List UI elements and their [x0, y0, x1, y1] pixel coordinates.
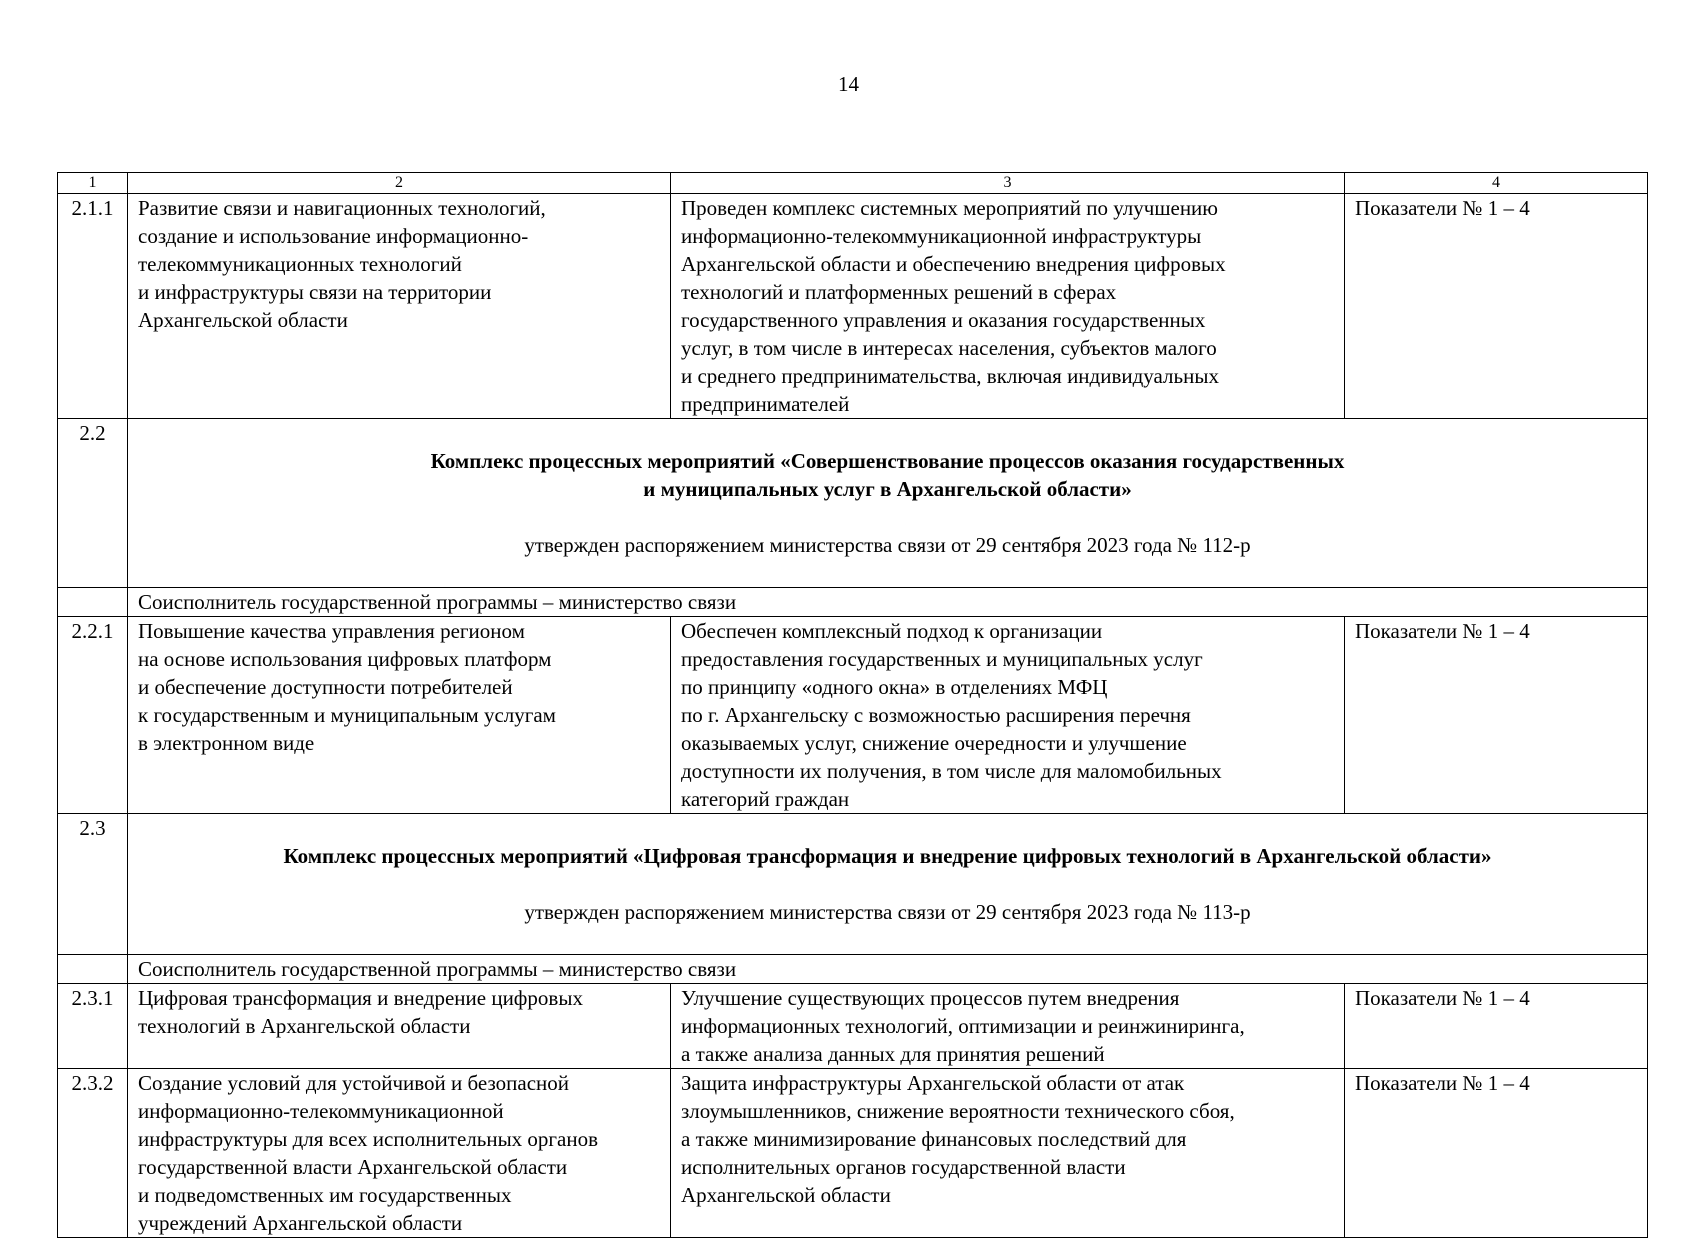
- section-title-cell: [128, 814, 1648, 955]
- table-row-2-1-1: [58, 194, 1648, 419]
- row-number: 2.1.1: [58, 194, 128, 419]
- empty-cell: [58, 588, 128, 617]
- row-number: 2.3.1: [58, 984, 128, 1069]
- section-approval: утвержден распоряжением министерства связи от 29 сентября 2023 года № 112-р: [524, 533, 1251, 557]
- row-number: 2.3.2: [58, 1069, 128, 1238]
- section-title-cell: [128, 419, 1648, 588]
- page-number: 14: [838, 72, 859, 96]
- task-cell: Цифровая трансформация и внедрение цифровых технологий в Архангельской области: [128, 984, 671, 1069]
- section-heading: Комплекс процессных мероприятий «Совершенствование процессов оказания государственных и муниципальных услуг в Архангельской области»: [430, 449, 1345, 501]
- coexecutor-row-2-2: [58, 588, 1648, 617]
- coexecutor-cell: Соисполнитель государственной программы – министерство связи: [128, 955, 1648, 984]
- result-cell: Обеспечен комплексный подход к организации предоставления государственных и муниципальных услуг по принципу «одного окна» в отделениях МФЦ по г. Архангельску с возможностью расширения перечня оказываемых услуг, снижение очередности и улучшение доступности их получения, в том числе для маломобильных категорий граждан: [671, 617, 1345, 814]
- row-number: 2.2.1: [58, 617, 128, 814]
- section-number: 2.2: [58, 419, 128, 588]
- result-cell: Улучшение существующих процессов путем внедрения информационных технологий, оптимизации и реинжиниринга, а также анализа данных для принятия решений: [671, 984, 1345, 1069]
- column-number-1: 1: [58, 173, 128, 194]
- table-row-2-2-1: [58, 617, 1648, 814]
- column-number-row: [58, 173, 1648, 194]
- section-approval: утвержден распоряжением министерства связи от 29 сентября 2023 года № 113-р: [524, 900, 1251, 924]
- section-row-2-3: [58, 814, 1648, 955]
- column-number-2: 2: [128, 173, 671, 194]
- indicators-cell: Показатели № 1 – 4: [1345, 194, 1648, 419]
- indicators-cell: Показатели № 1 – 4: [1345, 984, 1648, 1069]
- result-cell: Проведен комплекс системных мероприятий по улучшению информационно-телекоммуникационной инфраструктуры Архангельской области и обеспечению внедрения цифровых технологий и платформенных решений в сферах государственного управления и оказания государственных услуг, в том числе в интересах населения, субъектов малого и среднего предпринимательства, включая индивидуальных предпринимателей: [671, 194, 1345, 419]
- section-row-2-2: [58, 419, 1648, 588]
- table-row-2-3-1: [58, 984, 1648, 1069]
- task-cell: Создание условий для устойчивой и безопасной информационно-телекоммуникационной инфраструктуры для всех исполнительных органов государственной власти Архангельской области и подведомственных им государственных учреждений Архангельской области: [128, 1069, 671, 1238]
- coexecutor-row-2-3: [58, 955, 1648, 984]
- result-cell: Защита инфраструктуры Архангельской области от атак злоумышленников, снижение вероятности технического сбоя, а также минимизирование финансовых последствий для исполнительных органов государственной власти Архангельской области: [671, 1069, 1345, 1238]
- section-number: 2.3: [58, 814, 128, 955]
- empty-cell: [58, 955, 128, 984]
- coexecutor-cell: Соисполнитель государственной программы – министерство связи: [128, 588, 1648, 617]
- indicators-cell: Показатели № 1 – 4: [1345, 617, 1648, 814]
- activities-table: [57, 172, 1648, 1238]
- column-number-3: 3: [671, 173, 1345, 194]
- column-number-4: 4: [1345, 173, 1648, 194]
- table-row-2-3-2: [58, 1069, 1648, 1238]
- task-cell: Развитие связи и навигационных технологий, создание и использование информационно- телекоммуникационных технологий и инфраструктуры связи на территории Архангельской области: [128, 194, 671, 419]
- section-heading: Комплекс процессных мероприятий «Цифровая трансформация и внедрение цифровых технологий в Архангельской области»: [283, 844, 1492, 868]
- indicators-cell: Показатели № 1 – 4: [1345, 1069, 1648, 1238]
- task-cell: Повышение качества управления регионом на основе использования цифровых платформ и обеспечение доступности потребителей к государственным и муниципальным услугам в электронном виде: [128, 617, 671, 814]
